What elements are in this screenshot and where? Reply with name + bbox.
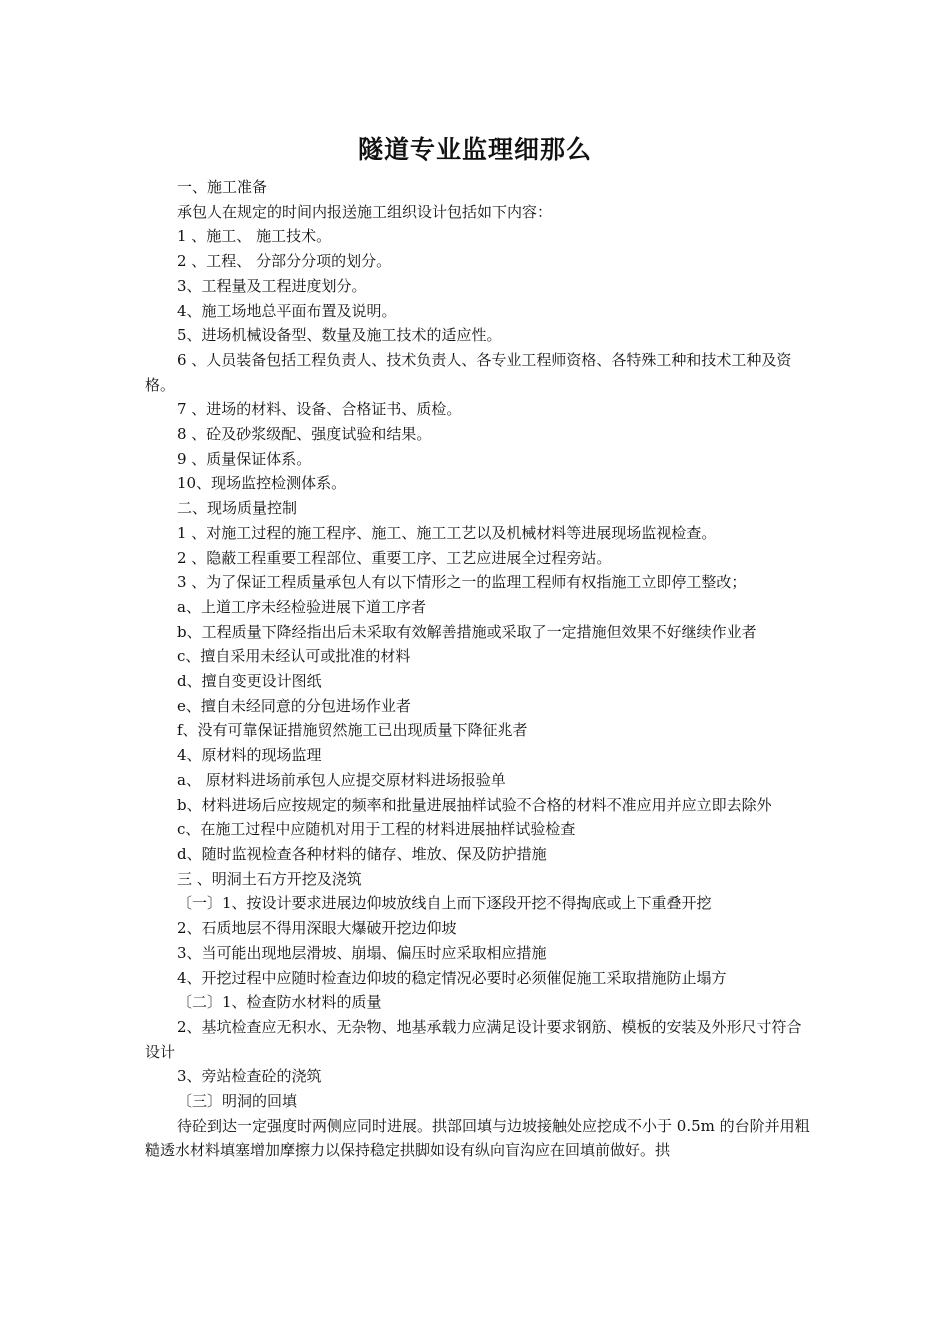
section-heading: 二、现场质量控制 — [177, 499, 298, 518]
list-item: 1 、对施工过程的施工程序、施工、施工工艺以及机械材料等进展现场监视检查。 — [177, 523, 717, 542]
list-item: 2 、隐蔽工程重要工程部位、重要工序、工艺应进展全过程旁站。 — [177, 548, 612, 567]
document-body — [145, 175, 813, 1163]
list-item: 3、当可能出现地层滑坡、崩塌、偏压时应采取相应措施 — [177, 943, 547, 962]
list-item: 3、旁站检查砼的浇筑 — [177, 1067, 322, 1086]
list-item: 2、基坑检查应无积水、无杂物、地基承载力应满足设计要求钢筋、模板的安装及外形尺寸符合设计 — [145, 1017, 802, 1061]
list-item: 4、施工场地总平面布置及说明。 — [177, 301, 397, 320]
list-item: b、工程质量下降经指出后未采取有效解善措施或采取了一定措施但效果不好继续作业者 — [177, 622, 757, 641]
list-item: c、在施工过程中应随机对用于工程的材料进展抽样试验检查 — [177, 820, 576, 839]
list-item: a、 原材料进场前承包人应提交原材料进场报验单 — [177, 770, 506, 789]
list-item: f、没有可靠保证措施贸然施工已出现质量下降征兆者 — [177, 721, 528, 740]
subsection-heading: 〔三〕明洞的回填 — [177, 1092, 298, 1111]
list-item: a、上道工序未经检验进展下道工序者 — [177, 597, 426, 616]
list-item: 5、进场机械设备型、数量及施工技术的适应性。 — [177, 326, 502, 345]
list-item: e、擅自未经同意的分包进场作业者 — [177, 696, 411, 715]
list-item: b、材料进场后应按规定的频率和批量进展抽样试验不合格的材料不准应用并应立即去除外 — [177, 795, 772, 814]
list-item: 10、现场监控检测体系。 — [177, 474, 347, 493]
paragraph: 承包人在规定的时间内报送施工组织设计包括如下内容： — [177, 202, 553, 221]
list-item: 4、开挖过程中应随时检查边仰坡的稳定情况必要时必须催促施工采取措施防止塌方 — [177, 968, 727, 987]
list-item: 3、工程量及工程进度划分。 — [177, 276, 367, 295]
list-item: 2 、工程、 分部分分项的划分。 — [177, 252, 392, 271]
paragraph: 待砼到达一定强度时两侧应同时进展。拱部回填与边坡接触处应挖成不小于 0.5m 的台阶并用粗糙透水材料填塞增加摩擦力以保持稳定拱脚如设有纵向盲沟应在回填前做好。拱 — [145, 1116, 810, 1160]
list-item: 2、石质地层不得用深眼大爆破开挖边仰坡 — [177, 919, 457, 938]
list-item: 〔一〕1、按设计要求进展边仰坡放线自上而下逐段开挖不得掏底或上下重叠开挖 — [177, 894, 712, 913]
section-heading: 一、施工准备 — [177, 178, 268, 196]
list-item: 7 、进场的材料、设备、合格证书、质检。 — [177, 400, 462, 419]
list-item: 6 、人员装备包括工程负责人、技术负责人、各专业工程师资格、各特殊工种和技术工种及资格。 — [145, 350, 792, 394]
list-item: c、擅自采用未经认可或批准的材料 — [177, 647, 411, 666]
list-item: 8 、砼及砂浆级配、强度试验和结果。 — [177, 425, 432, 444]
list-item: d、随时监视检查各种材料的储存、堆放、保及防护措施 — [177, 844, 547, 863]
document-title: 隧道专业监理细那么 — [357, 135, 592, 164]
list-item: 4、原材料的现场监理 — [177, 746, 322, 765]
list-item: 〔二〕1、检查防水材料的质量 — [177, 993, 382, 1012]
list-item: d、擅自变更设计图纸 — [177, 672, 322, 691]
list-item: 1 、施工、 施工技术。 — [177, 227, 332, 246]
list-item: 9 、质量保证体系。 — [177, 449, 312, 468]
section-heading: 三 、明洞土石方开挖及浇筑 — [177, 869, 362, 888]
list-item: 3 、为了保证工程质量承包人有以下情形之一的监理工程师有权指施工立即停工整改； — [177, 573, 747, 592]
